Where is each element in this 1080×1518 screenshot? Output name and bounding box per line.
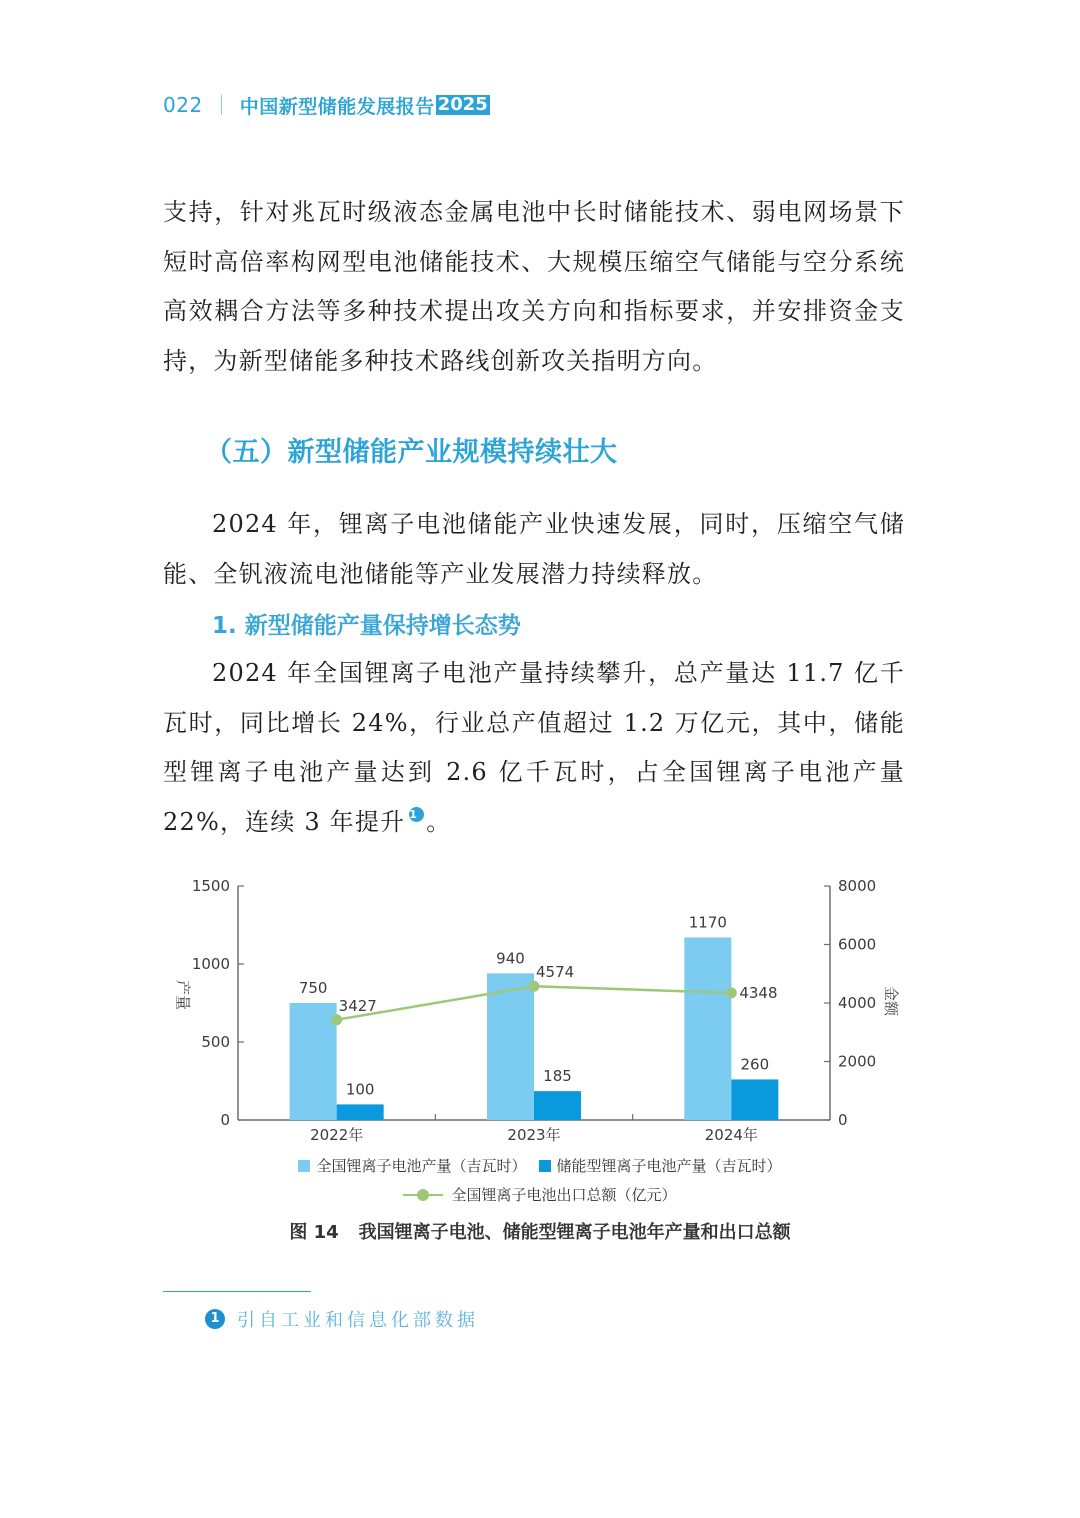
legend-label: 储能型锂离子电池产量（吉瓦时） [556, 1157, 782, 1175]
line-value-label: 4348 [739, 983, 778, 1002]
bar-total-production [290, 1003, 337, 1120]
export-total-point [331, 1014, 342, 1025]
right-tick-label: 4000 [838, 994, 877, 1012]
footnote-text: 引自工业和信息化部数据 [237, 1310, 479, 1331]
legend-line-marker-icon [403, 1189, 443, 1201]
right-tick-label: 8000 [838, 877, 877, 895]
report-year-badge: 2025 [437, 94, 488, 115]
legend-item-storage-production [539, 1155, 782, 1176]
x-tick-label: 2024年 [704, 1126, 758, 1144]
bar-storage-production [534, 1091, 581, 1120]
legend-swatch-dark-blue [539, 1160, 551, 1172]
line-value-label: 4574 [536, 963, 575, 982]
paragraph-2: 2024 年，锂离子电池储能产业快速发展，同时，压缩空气储能、全钒液流电池储能等产业发展潜力持续释放。 [163, 510, 905, 588]
footnote-marker[interactable]: 1 [409, 807, 424, 822]
legend-label: 全国锂离子电池出口总额（亿元） [451, 1186, 677, 1204]
footnote-number-icon: 1 [205, 1309, 225, 1329]
paragraph-1: 支持，针对兆瓦时级液态金属电池中长时储能技术、弱电网场景下短时高倍率构网型电池储能技术、大规模压缩空气储能与空分系统高效耦合方法等多种技术提出攻关方向和指标要求，并安排资金支持，为新型储能多种技术路线创新攻关指明方向。 [163, 198, 905, 375]
legend-item-total-production [298, 1155, 526, 1176]
chart-legend-row-1 [150, 1155, 930, 1176]
bar-value-label: 185 [543, 1067, 572, 1086]
bar-value-label: 1170 [688, 913, 727, 932]
left-axis-title: 产量 [174, 979, 192, 1011]
bar-storage-production [337, 1104, 384, 1120]
bar-value-label: 940 [496, 949, 525, 968]
paragraph-3-text: 2024 年全国锂离子电池产量持续攀升，总产量达 11.7 亿千瓦时，同比增长 24%，行业总产值超过 1.2 万亿元，其中，储能型锂离子电池产量达到 2.6 亿千瓦时，占全国锂离子电池产量 22%，连续 3 年提升 [163, 659, 905, 836]
right-tick-label: 2000 [838, 1052, 877, 1071]
bar-value-label: 100 [345, 1080, 375, 1099]
figure-number: 图 14 [289, 1222, 339, 1243]
bar-value-label: 750 [298, 979, 328, 997]
bar-total-production [487, 973, 534, 1120]
figure-caption [150, 1218, 930, 1244]
footnote [205, 1306, 479, 1332]
right-tick-label: 6000 [838, 935, 877, 954]
bar-value-label: 260 [740, 1055, 770, 1074]
chart-legend-row-2 [150, 1184, 930, 1205]
chart-plot [150, 868, 930, 1148]
report-title: 中国新型储能发展报告 [239, 95, 435, 118]
bar-total-production [684, 937, 731, 1120]
section-heading: （五）新型储能产业规模持续壮大 [205, 437, 618, 468]
x-tick-label: 2023年 [507, 1126, 561, 1144]
line-value-label: 3427 [338, 996, 377, 1015]
left-tick-label: 1500 [191, 877, 230, 895]
legend-item-export-total [403, 1184, 676, 1205]
right-tick-label: 0 [838, 1111, 848, 1129]
sub-heading: 1. 新型储能产量保持增长态势 [212, 613, 521, 639]
footnote-divider [163, 1291, 311, 1292]
page-number: 022 [163, 93, 203, 117]
paragraph-3-end: 。 [426, 807, 452, 836]
left-tick-label: 1000 [191, 955, 230, 973]
legend-label: 全国锂离子电池产量（吉瓦时） [316, 1157, 527, 1175]
header-divider [221, 95, 222, 115]
left-tick-label: 500 [201, 1033, 230, 1051]
x-tick-label: 2022年 [310, 1126, 364, 1144]
left-tick-label: 0 [220, 1111, 230, 1129]
export-total-point [726, 987, 737, 998]
page-header [163, 90, 490, 120]
paragraph-3 [163, 649, 905, 847]
export-total-point [529, 981, 540, 992]
bar-storage-production [731, 1079, 778, 1120]
right-axis-title: 金额 [882, 985, 900, 1017]
figure-14-chart [150, 868, 930, 1258]
figure-caption-text: 我国锂离子电池、储能型锂离子电池年产量和出口总额 [358, 1222, 791, 1243]
legend-swatch-light-blue [298, 1160, 310, 1172]
